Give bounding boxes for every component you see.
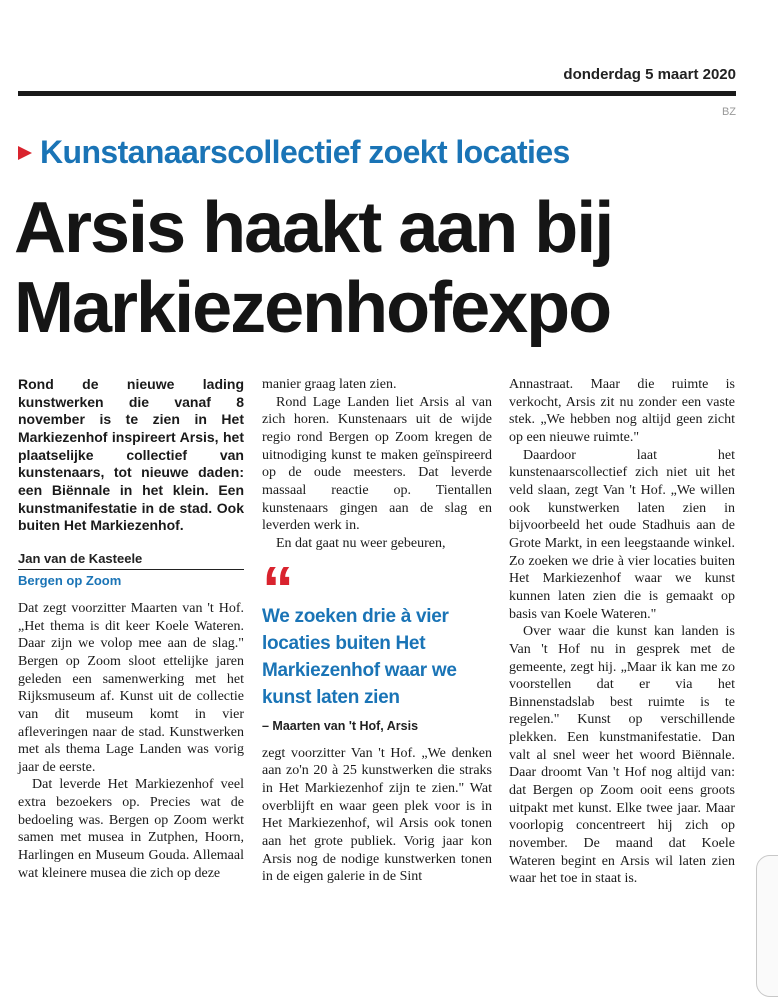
body-paragraph: Dat leverde Het Markiezenhof veel extra bezoekers op. Precies wat de bedoeling was. Bergen op Zoom werkt samen met musea in Zutphen, Hoorn, Harlingen en Museum Gouda. Allemaal wat kleinere musea die zich op deze [18, 777, 244, 881]
body-paragraph: zegt voorzitter Van 't Hof. „We denken aan zo'n 20 à 25 kunstwerken die straks in Het Markiezenhof zijn te zien." Wat overblijft en waar geen plek voor is in Het Markiezenhof, wil Arsis ook tonen aan het grote publiek. Vorig jaar kon Arsis nog de nodige kunstwerken tonen in de eigen galerie in de Sint [262, 745, 492, 885]
body-paragraph: Daardoor laat het kunstenaarscollectief zich niet uit het veld slaan, zegt Van 't Hof. „We willen ook kunstwerken laten zien in bijvoorbeeld het oude Stadhuis aan de Grote Markt, in een leegstaande winkel. Zo zoeken we drie à vier locaties buiten Het Markiezenhof waar we kunst kunnen laten zien die is gemaakt op basis van Koele Wateren." [509, 447, 735, 622]
column-3 [509, 376, 735, 888]
pull-quote-text: We zoeken drie à vier locaties buiten Het Markiezenhof waar we kunst laten zien [262, 605, 457, 708]
dateline-location: Bergen op Zoom [18, 572, 122, 588]
body-paragraph: Annastraat. Maar die ruimte is verkocht, Arsis zit nu zonder een vaste stek. „We hebben nog altijd geen zicht op een nieuwe ruimte." [509, 377, 735, 445]
quote-mark-icon: “ [262, 552, 294, 625]
body-paragraph: En dat gaat nu weer gebeuren, [276, 535, 446, 551]
byline-rule [18, 569, 244, 570]
section-code: BZ [721, 106, 736, 118]
headline: Arsis haakt aan bij Markiezenhofexpo [14, 188, 613, 348]
body-paragraph: manier graag laten zien. [262, 377, 397, 392]
column-1 [18, 376, 244, 882]
scroll-handle[interactable] [756, 855, 778, 997]
kicker [18, 132, 570, 172]
column-2 [262, 376, 492, 886]
body-paragraph: Rond Lage Landen liet Arsis al van zich horen. Kunstenaars uit de wijde regio rond Bergen op Zoom kregen de uitnodiging kunst te maken geïnspireerd op de oude meesters. Dat leverde massaal reactie op. Tientallen kunstenaars gingen aan de slag en leverden werk in. [262, 394, 492, 534]
lead-paragraph: Rond de nieuwe lading kunstwerken die vanaf 8 november is te zien in Het Markiezenhof inspireert Arsis, het plaatselijke collectief van kunstenaars, tot nieuwe daden: een Biënnale in het klein. Een kunstmanifestatie in de stad. Ook buiten Het Markiezenhof. [18, 376, 244, 534]
issue-date: donderdag 5 maart 2020 [563, 66, 736, 83]
body-paragraph: Over waar die kunst kan landen is Van 't Hof nu in gesprek met de gemeente, zegt hij. „Maar ik kan me zo voorstellen dat er via het Binnenstadslab best ruimte is te regelen." Kunst op verschillende plekken. Een kunstmanifestatie. Dan valt al snel weer het woord Biënnale. Daar droomt Van 't Hof nog altijd van: dat Bergen op Zoom ooit eens groots uitpakt met kunst. Elke twee jaar. Maar voorlopig concentreert hij zich op november. De maand dat Koele Wateren begint en Arsis wil laten zien waar het toe in staat is. [509, 624, 735, 887]
kicker-text: Kunstanaarscollectief zoekt locaties [40, 134, 570, 170]
body-paragraph: Dat zegt voorzitter Maarten van 't Hof. „Het thema is dit keer Koele Wateren. Daar zijn we volop mee aan de slag." Bergen op Zoom sloot ettelijke jaren geleden een samenwerking met het Rijksmuseum af. Kunst uit de collectie van dit museum komt in vier afleveringen naar de stad. Kunstwerken met als thema Lage Landen was vorig jaar de eerste. [18, 600, 244, 775]
author-byline: Jan van de Kasteele [18, 550, 143, 566]
header-rule [18, 91, 736, 96]
pull-quote [262, 552, 492, 733]
kicker-arrow-icon [18, 146, 32, 160]
pull-quote-attribution: – Maarten van 't Hof, Arsis [262, 718, 419, 733]
